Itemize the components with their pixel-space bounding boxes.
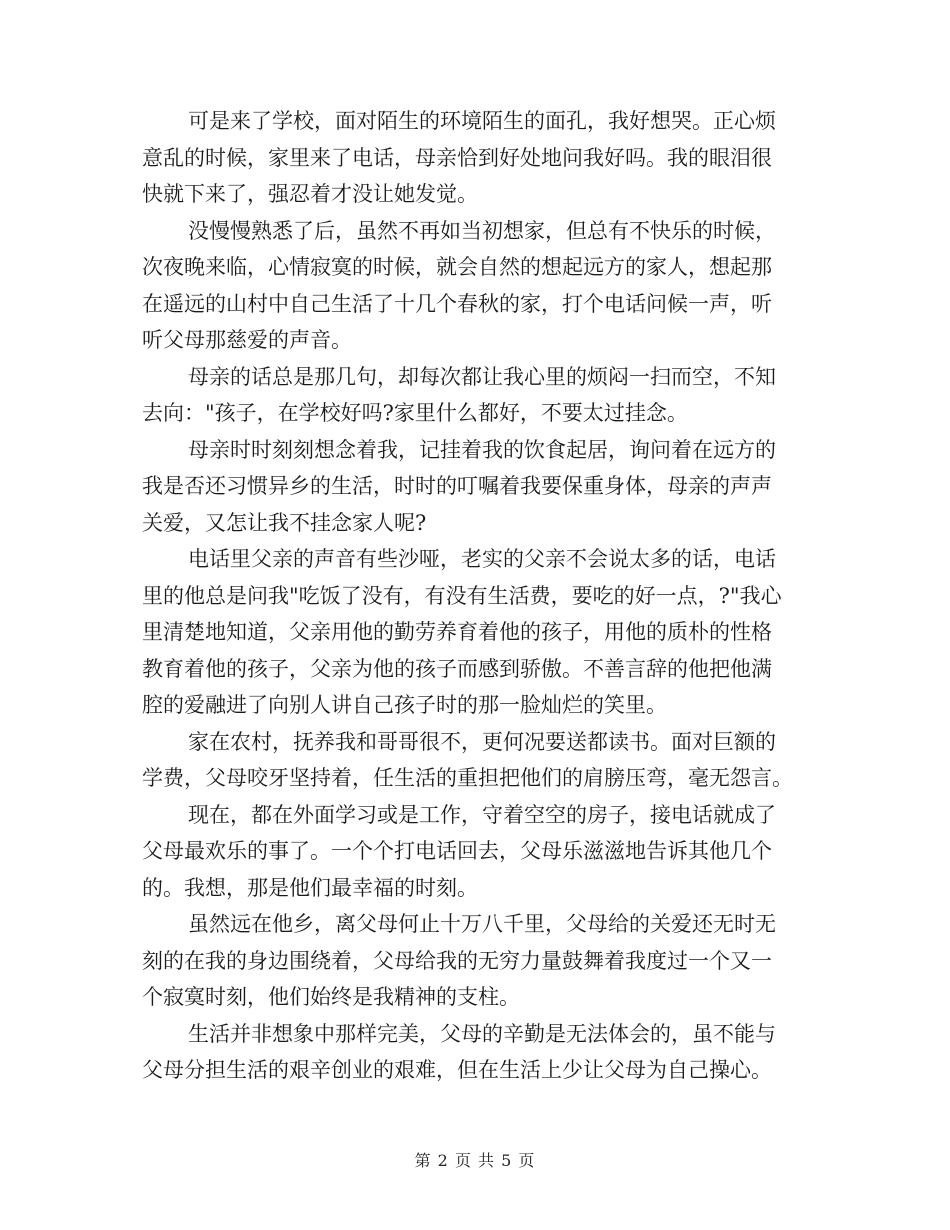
paragraph [142, 103, 810, 213]
paragraph [142, 797, 810, 907]
paragraph-line: 个寂寞时刻，他们始终是我精神的支柱。 [142, 985, 520, 1009]
paragraph-line: 里的他总是问我"吃饭了没有，有没有生活费，要吃的好一点，?"我心 [142, 583, 782, 608]
paragraph-line: 父母最欢乐的事了。一个个打电话回去，父母乐滋滋地告诉其他几个 [142, 839, 772, 863]
paragraph [142, 1016, 810, 1089]
paragraph-line: 学费，父母咬牙坚持着，任生活的重担把他们的肩膀压弯，毫无怨言。 [142, 766, 793, 790]
paragraph-line: 可是来了学校，面对陌生的环境陌生的面孔，我好想哭。正心烦 [188, 109, 776, 133]
page-number-footer: 第 2 页 共 5 页 [414, 1151, 536, 1170]
paragraph-line: 电话里父亲的声音有些沙哑，老实的父亲不会说太多的话，电话 [188, 547, 776, 571]
paragraph-line: 在遥远的山村中自己生活了十几个春秋的家，打个电话问候一声，听 [142, 291, 772, 316]
paragraph [142, 213, 810, 359]
paragraph-line: 生活并非想象中那样完美，父母的辛勤是无法体会的，虽不能与 [188, 1021, 776, 1046]
document-body [142, 103, 810, 1089]
paragraph [142, 541, 810, 724]
paragraph-line: 家在农村，抚养我和哥哥很不，更何况要送都读书。面对巨额的 [188, 729, 776, 754]
paragraph-line: 教育着他的孩子，父亲为他的孩子而感到骄傲。不善言辞的他把他满 [142, 656, 772, 681]
paragraph-line: 快就下来了，强忍着才没让她发觉。 [142, 182, 478, 206]
paragraph [142, 432, 810, 542]
paragraph-line: 刻的在我的身边围绕着，父母给我的无穷力量鼓舞着我度过一个又一 [142, 948, 772, 973]
paragraph-line: 没慢慢熟悉了后，虽然不再如当初想家，但总有不快乐的时候， [188, 218, 776, 243]
paragraph-line: 意乱的时候，家里来了电话，母亲恰到好处地问我好吗。我的眼泪很 [142, 145, 772, 170]
paragraph-line: 现在，都在外面学习或是工作，守着空空的房子，接电话就成了 [188, 802, 776, 827]
paragraph-line: 母亲时时刻刻想念着我，记挂着我的饮食起居，询问着在远方的 [188, 437, 776, 462]
paragraph-line: 去向："孩子，在学校好吗?家里什么都好，不要太过挂念。 [142, 401, 688, 425]
paragraph-line: 虽然远在他乡，离父母何止十万八千里，父母给的关爱还无时无 [188, 912, 776, 936]
paragraph-line: 里清楚地知道，父亲用他的勤劳养育着他的孩子，用他的质朴的性格 [142, 620, 772, 644]
paragraph-line: 我是否还习惯异乡的生活，时时的叮嘱着我要保重身体，母亲的声声 [142, 474, 772, 498]
paragraph-line: 腔的爱融进了向别人讲自己孩子时的那一脸灿烂的笑里。 [142, 693, 667, 717]
paragraph-line: 听父母那慈爱的声音。 [142, 328, 352, 352]
paragraph-line: 关爱，又怎让我不挂念家人呢? [142, 510, 427, 535]
paragraph [142, 724, 810, 797]
paragraph-line: 次夜晚来临，心情寂寞的时候，就会自然的想起远方的家人，想起那 [142, 255, 772, 279]
paragraph [142, 906, 810, 1016]
paragraph-line: 的。我想，那是他们最幸福的时刻。 [142, 875, 478, 900]
paragraph-line: 父母分担生活的艰辛创业的艰难，但在生活上少让父母为自己操心。 [142, 1058, 772, 1082]
paragraph-line: 母亲的话总是那几句，却每次都让我心里的烦闷一扫而空，不知 [188, 364, 776, 389]
paragraph [142, 359, 810, 432]
